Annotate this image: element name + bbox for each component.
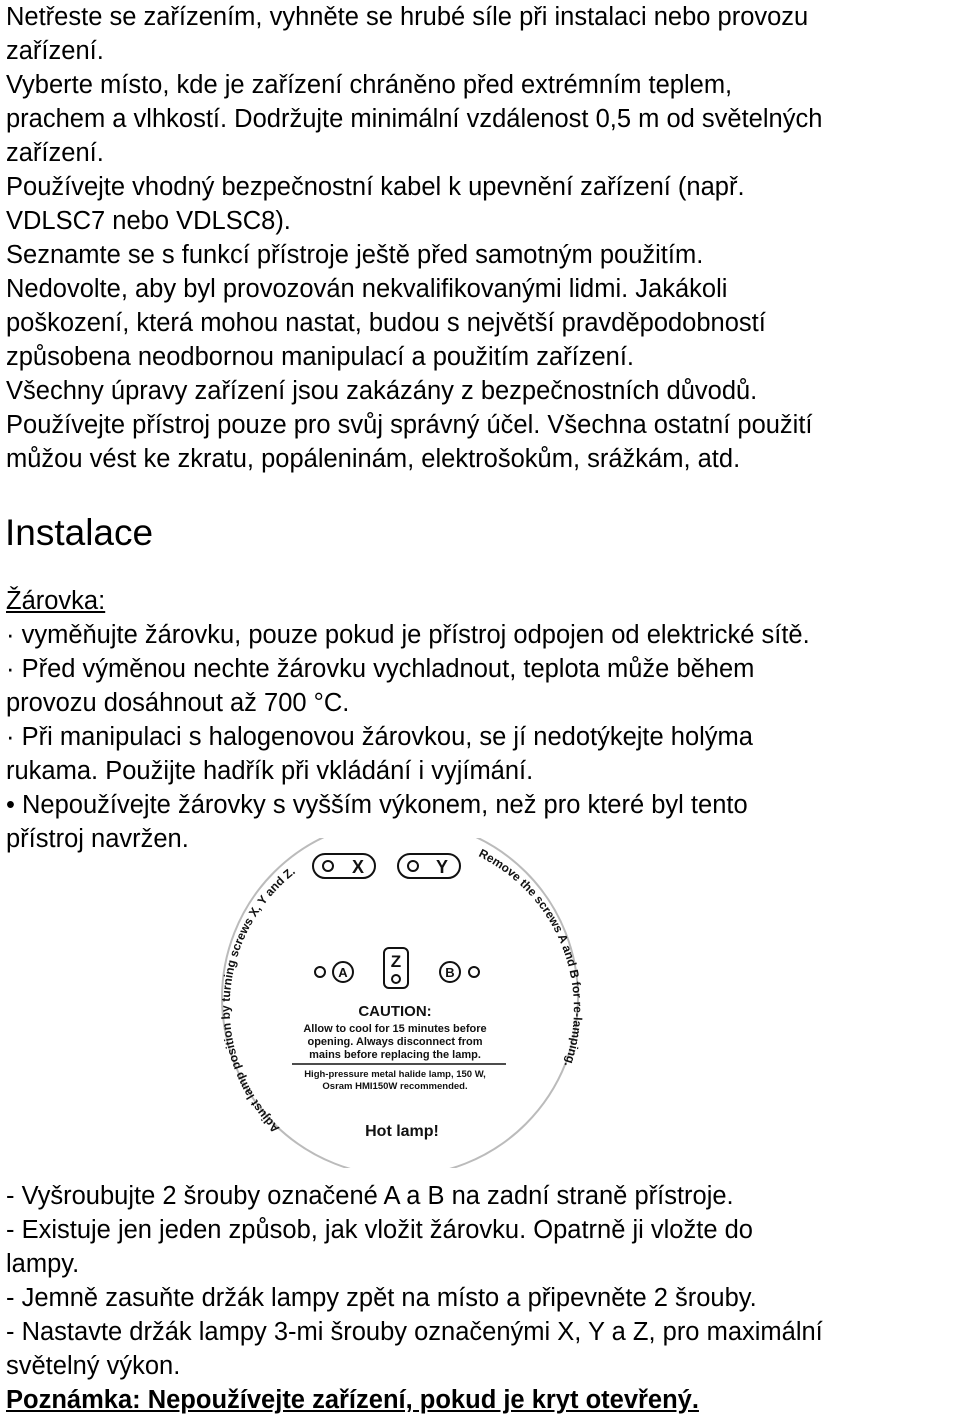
step-line: - Vyšroubujte 2 šrouby označené A a B na zadní straně přístroje. <box>6 1182 734 1210</box>
screw-z-icon <box>392 975 400 983</box>
intro-line: můžou vést ke zkratu, popáleninám, elektrošokům, srážkám, atd. <box>6 445 741 473</box>
intro-line: VDLSC7 nebo VDLSC8). <box>6 207 291 235</box>
step-line: lampy. <box>6 1250 80 1278</box>
intro-line: Netřeste se zařízením, vyhněte se hrubé síle při instalaci nebo provozu <box>6 3 809 31</box>
section-title: Instalace <box>5 512 154 553</box>
screw-a-label: A <box>338 965 348 980</box>
bulb-line: · vyměňujte žárovku, pouze pokud je přístroj odpojen od elektrické sítě. <box>6 621 810 649</box>
screw-b-label: B <box>445 965 455 980</box>
intro-line: zařízení. <box>6 139 104 167</box>
bulb-line: přístroj navržen. <box>6 825 189 853</box>
screw-a-icon <box>315 967 325 977</box>
screw-y-label: Y <box>435 857 449 877</box>
intro-line: poškození, která mohou nastat, budou s největší pravděpodobností <box>6 309 766 337</box>
left-arc-text: Adjust lamp position by turning screws X, Y and Z. <box>218 863 298 1136</box>
bulb-title: Žárovka: <box>6 587 106 615</box>
bulb-line: · Při manipulaci s halogenovou žárovkou, se jí nedotýkejte holýma <box>6 723 753 751</box>
intro-line: zařízení. <box>6 37 104 65</box>
screw-x-label: X <box>351 857 365 877</box>
lamp-spec-line: High-pressure metal halide lamp, 150 W, <box>304 1069 486 1080</box>
caution-title: CAUTION: <box>358 1003 432 1020</box>
step-line: - Jemně zasuňte držák lampy zpět na místo a připevněte 2 šrouby. <box>6 1284 757 1312</box>
caution-line: mains before replacing the lamp. <box>309 1049 481 1061</box>
bulb-line: • Nepoužívejte žárovky s vyšším výkonem, než pro které byl tento <box>6 791 748 819</box>
intro-line: Vyberte místo, kde je zařízení chráněno před extrémním teplem, <box>6 71 733 99</box>
screw-z-label: Z <box>390 952 402 971</box>
step-line: světelný výkon. <box>6 1352 181 1380</box>
hot-lamp-warning: Hot lamp! <box>365 1123 439 1140</box>
step-line: - Existuje jen jeden způsob, jak vložit žárovku. Opatrně ji vložte do <box>6 1216 753 1244</box>
screw-b-icon <box>469 967 479 977</box>
intro-line: způsobena neodbornou manipulací a použitím zařízení. <box>6 343 634 371</box>
lamp-spec-line: Osram HMI150W recommended. <box>322 1081 468 1092</box>
bulb-line: · Před výměnou nechte žárovku vychladnout, teplota může během <box>6 655 755 683</box>
intro-line: Všechny úpravy zařízení jsou zakázány z bezpečnostních důvodů. <box>6 377 758 405</box>
lamp-label-diagram <box>210 838 590 1168</box>
screw-x-icon <box>323 861 333 871</box>
intro-line: Seznamte se s funkcí přístroje ještě před samotným použitím. <box>6 241 704 269</box>
intro-line: Používejte vhodný bezpečnostní kabel k upevnění zařízení (např. <box>6 173 745 201</box>
intro-line: Nedovolte, aby byl provozován nekvalifikovanými lidmi. Jakákoli <box>6 275 728 303</box>
warning-note: Poznámka: Nepoužívejte zařízení, pokud je kryt otevřený. <box>6 1386 699 1414</box>
right-arc-text: Remove the screws A and B for re-lamping. <box>476 846 585 1069</box>
bulb-line: provozu dosáhnout až 700 °C. <box>6 689 350 717</box>
screw-y-icon <box>408 861 418 871</box>
intro-line: Používejte přístroj pouze pro svůj správný účel. Všechna ostatní použití <box>6 411 813 439</box>
caution-line: opening. Always disconnect from <box>307 1036 483 1048</box>
step-line: - Nastavte držák lampy 3-mi šrouby označenými X, Y a Z, pro maximální <box>6 1318 823 1346</box>
intro-line: prachem a vlhkostí. Dodržujte minimální vzdálenost 0,5 m od světelných <box>6 105 823 133</box>
bulb-line: rukama. Použijte hadřík při vkládání i vyjímání. <box>6 757 534 785</box>
caution-line: Allow to cool for 15 minutes before <box>303 1023 487 1035</box>
